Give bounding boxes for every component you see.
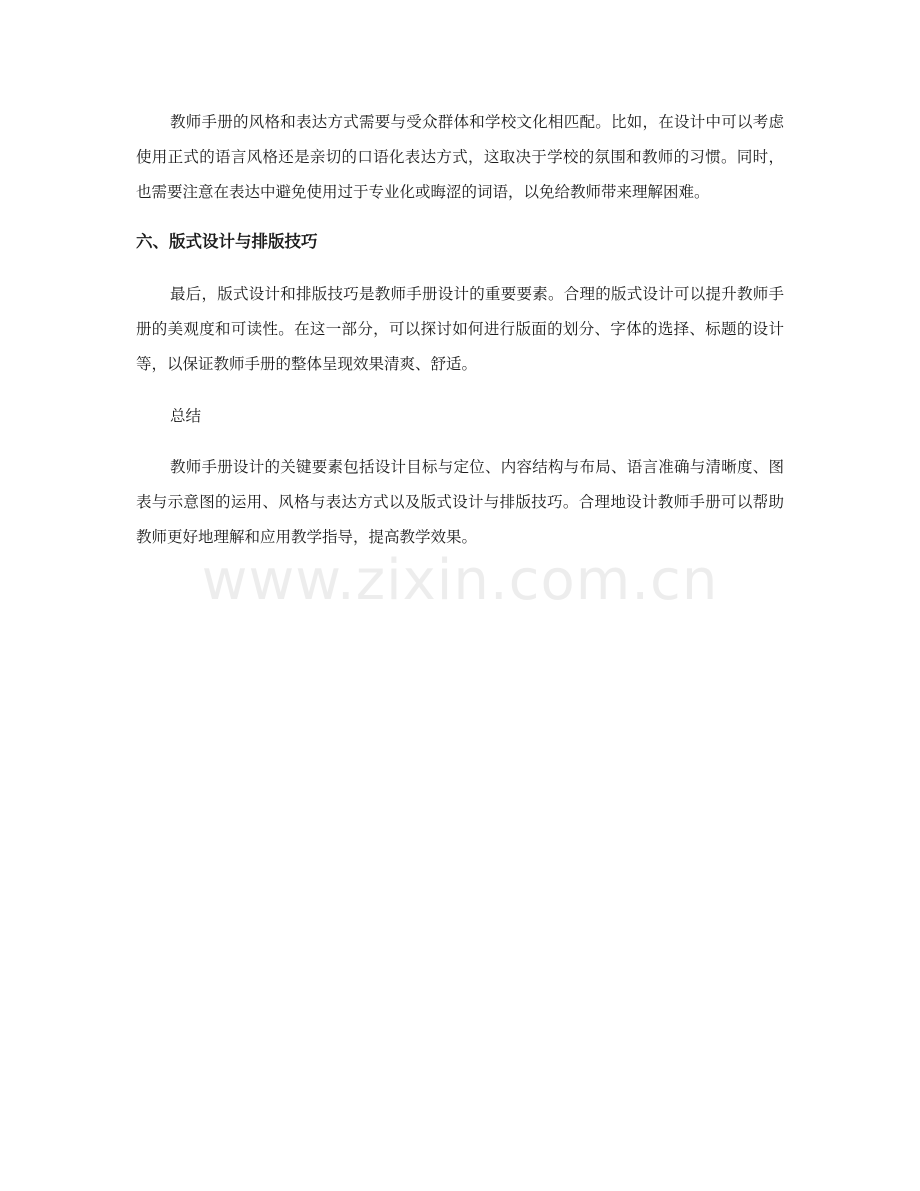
document-body (136, 105, 784, 555)
watermark: www.zixin.com.cn (201, 548, 719, 613)
section-heading-layout: 六、版式设计与排版技巧 (136, 232, 318, 251)
paragraph-style-expression: 教师手册的风格和表达方式需要与受众群体和学校文化相匹配。比如，在设计中可以考虑使用正式的语言风格还是亲切的口语化表达方式，这取决于学校的氛围和教师的习惯。同时，也需要注意在表达中避免使用过于专业化或晦涩的词语，以免给教师带来理解困难。 (136, 113, 784, 201)
paragraph-layout-typography: 最后，版式设计和排版技巧是教师手册设计的重要要素。合理的版式设计可以提升教师手册的美观度和可读性。在这一部分，可以探讨如何进行版面的划分、字体的选择、标题的设计等，以保证教师手册的整体呈现效果清爽、舒适。 (136, 285, 784, 373)
summary-label: 总结 (170, 407, 202, 425)
paragraph-summary: 教师手册设计的关键要素包括设计目标与定位、内容结构与布局、语言准确与清晰度、图表与示意图的运用、风格与表达方式以及版式设计与排版技巧。合理地设计教师手册可以帮助教师更好地理解和应用教学指导，提高教学效果。 (136, 458, 784, 546)
